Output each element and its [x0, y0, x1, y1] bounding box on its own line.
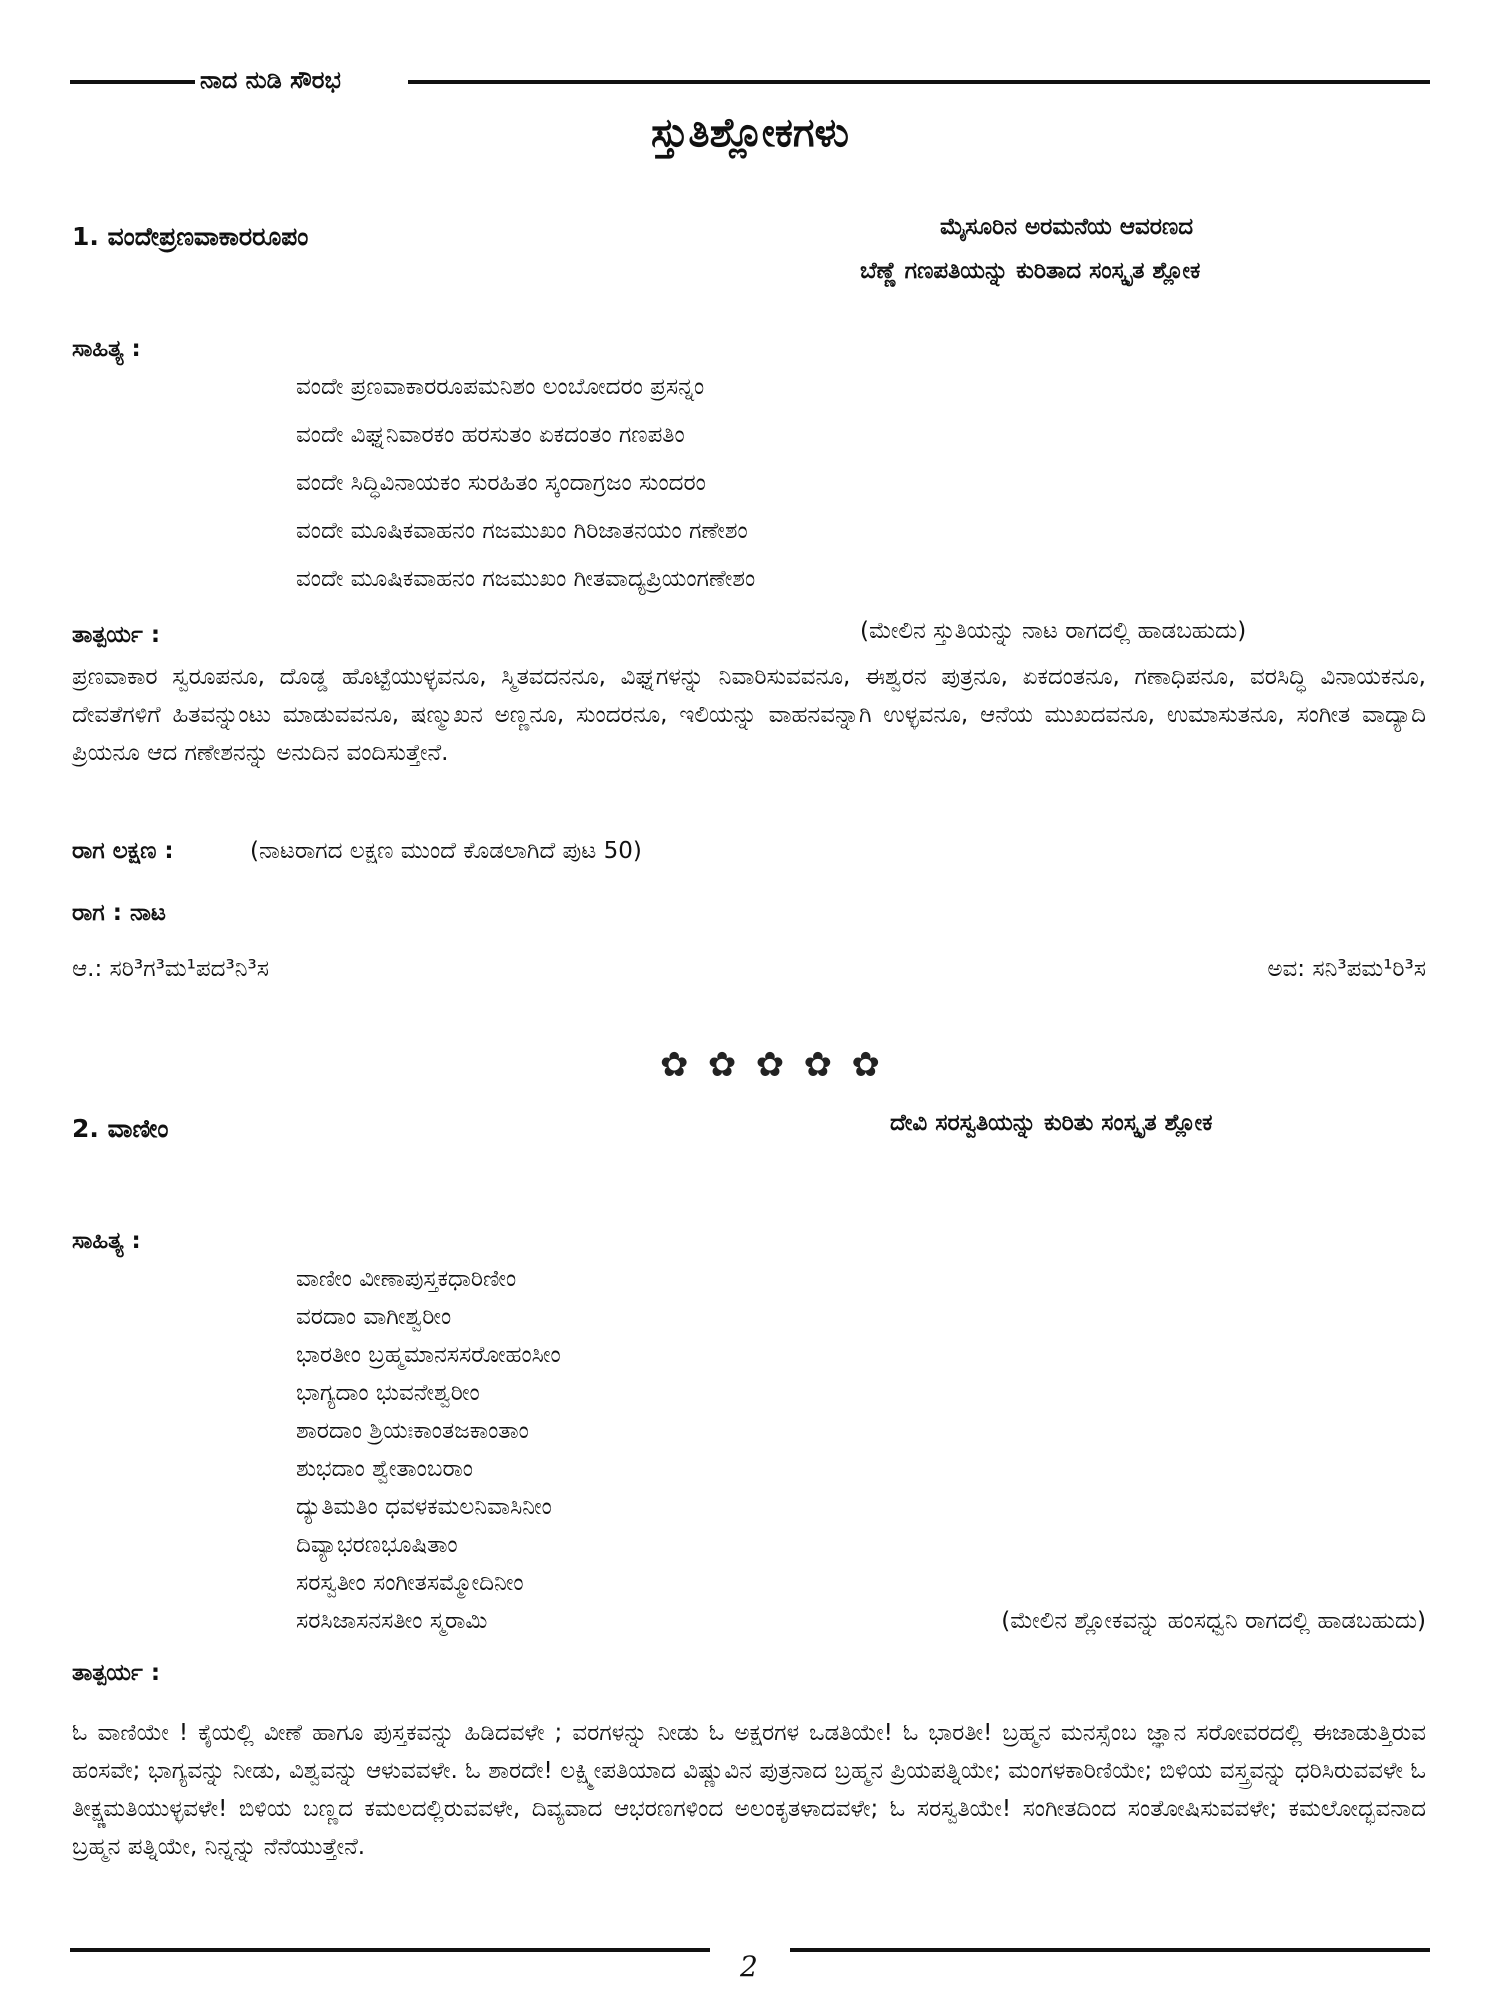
section2-subtitle: ದೇವಿ ಸರಸ್ವತಿಯನ್ನು ಕುರಿತು ಸಂಸ್ಕೃತ ಶ್ಲೋಕ [890, 1110, 1213, 1136]
flower-separator [660, 1045, 880, 1085]
section1-raga-note: (ಮೇಲಿನ ಸ್ತುತಿಯನ್ನು ನಾಟ ರಾಗದಲ್ಲಿ ಹಾಡಬಹುದು) [860, 618, 1247, 644]
section2-raga-note: (ಮೇಲಿನ ಶ್ಲೋಕವನ್ನು ಹಂಸಧ್ವನಿ ರಾಗದಲ್ಲಿ ಹಾಡಬಹುದು) [1001, 1608, 1426, 1634]
section2-verse: ಶಾರದಾಂ ಶ್ರಿಯಃಕಾಂತಜಕಾಂತಾಂ [296, 1418, 529, 1444]
section2-meaning: ಓ ವಾಣಿಯೇ ! ಕೈಯಲ್ಲಿ ವೀಣೆ ಹಾಗೂ ಪುಸ್ತಕವನ್ನು ಹಿಡಿದವಳೇ ; ವರಗಳನ್ನು ನೀಡು ಓ ಅಕ್ಷರಗಳ ಒಡತಿಯೇ! ಓ ಭಾರತೀ! ಬ್ರಹ್ಮನ ಮನಸ್ಸೆಂಬ ಜ್ಞಾನ ಸರೋವರದಲ್ಲಿ ಈಜಾಡುತ್ತಿರುವ ಹಂಸವೇ; ಭಾಗ್ಯವನ್ನು ನೀಡು, ವಿಶ್ವವನ್ನು ಆಳುವವಳೇ. ಓ ಶಾರದೇ! ಲಕ್ಷ್ಮೀಪತಿಯಾದ ವಿಷ್ಣುವಿನ ಪುತ್ರನಾದ ಬ್ರಹ್ಮನ ಪ್ರಿಯಪತ್ನಿಯೇ; ಮಂಗಳಕಾರಿಣಿಯೇ; ಬಿಳಿಯ ವಸ್ತ್ರವನ್ನು ಧರಿಸಿರುವವಳೇ ಓ ತೀಕ್ಷ್ಣಮತಿಯುಳ್ಳವಳೇ! ಬಿಳಿಯ ಬಣ್ಣದ ಕಮಲದಲ್ಲಿರುವವಳೇ, ದಿವ್ಯವಾದ ಆಭರಣಗಳಿಂದ ಅಲಂಕೃತಳಾದವಳೇ; ಓ ಸರಸ್ವತಿಯೇ! ಸಂಗೀತದಿಂದ ಸಂತೋಷಿಸುವವಳೇ; ಕಮಲೋದ್ಭವನಾದ ಬ್ರಹ್ಮನ ಪತ್ನಿಯೇ, ನಿನ್ನನ್ನು ನೆನೆಯುತ್ತೇನೆ. [72, 1720, 1426, 1860]
flower-icon: ✿ [803, 1045, 833, 1085]
flower-icon: ✿ [660, 1045, 689, 1085]
section2-verse: ಭಾರತೀಂ ಬ್ರಹ್ಮಮಾನಸಸರೋಹಂಸೀಂ [296, 1342, 561, 1368]
page-title: ಸ್ತುತಿಶ್ಲೋಕಗಳು [651, 110, 849, 156]
section1-sahitya-label: ಸಾಹಿತ್ಯ : [72, 336, 141, 362]
flower-icon: ✿ [851, 1045, 880, 1085]
section1-verse: ವಂದೇ ವಿಘ್ನನಿವಾರಕಂ ಹರಸುತಂ ಏಕದಂತಂ ಗಣಪತಿಂ [296, 422, 685, 448]
running-header: ನಾದ ನುಡಿ ಸೌರಭ [200, 66, 341, 94]
section1-verse: ವಂದೇ ಸಿದ್ಧಿವಿನಾಯಕಂ ಸುರಹಿತಂ ಸ್ಕಂದಾಗ್ರಜಂ ಸುಂದರಂ [296, 470, 706, 496]
section1-subtitle-line1: ಮೈಸೂರಿನ ಅರಮನೆಯ ಆವರಣದ [940, 214, 1194, 240]
raga-lakshana-text: (ನಾಟರಾಗದ ಲಕ್ಷಣ ಮುಂದೆ ಕೊಡಲಾಗಿದೆ ಪುಟ 50) [250, 838, 642, 864]
footer-rule-right [790, 1948, 1430, 1952]
section2-sahitya-label: ಸಾಹಿತ್ಯ : [72, 1228, 141, 1254]
section2-tatparya-label: ತಾತ್ಪರ್ಯ : [72, 1660, 161, 1686]
section1-subtitle-line2: ಬೆಣ್ಣೆ ಗಣಪತಿಯನ್ನು ಕುರಿತಾದ ಸಂಸ್ಕೃತ ಶ್ಲೋಕ [860, 258, 1201, 284]
flower-icon: ✿ [755, 1045, 785, 1085]
section2-verse: ವರದಾಂ ವಾಗೀಶ್ವರೀಂ [296, 1304, 452, 1330]
section2-verse: ಸರಸಿಜಾಸನಸತೀಂ ಸ್ಮರಾಮಿ [296, 1608, 488, 1634]
page-number: 2 [740, 1950, 758, 1983]
section2-verse: ಶುಭದಾಂ ಶ್ವೇತಾಂಬರಾಂ [296, 1456, 473, 1482]
section2-verse: ವಾಣೀಂ ವೀಣಾಪುಸ್ತಕಧಾರಿಣೀಂ [296, 1266, 517, 1292]
section1-heading: 1. ವಂದೇಪ್ರಣವಾಕಾರರೂಪಂ [72, 222, 309, 251]
section1-meaning: ಪ್ರಣವಾಕಾರ ಸ್ವರೂಪನೂ, ದೊಡ್ಡ ಹೊಟ್ಟೆಯುಳ್ಳವನೂ, ಸ್ಮಿತವದನನೂ, ವಿಘ್ನಗಳನ್ನು ನಿವಾರಿಸುವವನೂ, ಈಶ್ವರನ ಪುತ್ರನೂ, ಏಕದಂತನೂ, ಗಣಾಧಿಪನೂ, ವರಸಿದ್ಧಿ ವಿನಾಯಕನೂ, ದೇವತೆಗಳಿಗೆ ಹಿತವನ್ನುಂಟು ಮಾಡುವವನೂ, ಷಣ್ಮುಖನ ಅಣ್ಣನೂ, ಸುಂದರನೂ, ಇಲಿಯನ್ನು ವಾಹನವನ್ನಾಗಿ ಉಳ್ಳವನೂ, ಆನೆಯ ಮುಖದವನೂ, ಉಮಾಸುತನೂ, ಸಂಗೀತ ವಾದ್ಯಾದಿ ಪ್ರಿಯನೂ ಆದ ಗಣೇಶನನ್ನು ಅನುದಿನ ವಂದಿಸುತ್ತೇನೆ. [72, 664, 1426, 766]
raga-lakshana-label: ರಾಗ ಲಕ್ಷಣ : [72, 838, 174, 864]
raga-name: ರಾಗ : ನಾಟ [72, 900, 166, 926]
flower-icon: ✿ [707, 1045, 737, 1085]
section1-tatparya-label: ತಾತ್ಪರ್ಯ : [72, 622, 161, 648]
section2-verse: ದಿವ್ಯಾಭರಣಭೂಷಿತಾಂ [296, 1532, 458, 1558]
section2-verse: ಸರಸ್ವತೀಂ ಸಂಗೀತಸಮ್ಮೋದಿನೀಂ [296, 1570, 524, 1596]
section1-verse: ವಂದೇ ಪ್ರಣವಾಕಾರರೂಪಮನಿಶಂ ಲಂಬೋದರಂ ಪ್ರಸನ್ನಂ [296, 374, 705, 400]
arohana: ಆ.: ಸರಿ³ಗ³ಮ¹ಪದ³ನಿ³ಸ [72, 956, 269, 982]
avarohana: ಅವ: ಸನಿ³ಪಮ¹ರಿ³ಸ [1267, 956, 1426, 982]
header-rule-right [408, 80, 1430, 84]
footer-rule-left [70, 1948, 710, 1952]
header-rule-left [70, 80, 195, 84]
section2-verse: ಭಾಗ್ಯದಾಂ ಭುವನೇಶ್ವರೀಂ [296, 1380, 480, 1406]
section2-verse: ದ್ಯುತಿಮತಿಂ ಧವಳಕಮಲನಿವಾಸಿನೀಂ [296, 1494, 552, 1520]
section1-verse: ವಂದೇ ಮೂಷಿಕವಾಹನಂ ಗಜಮುಖಂ ಗಿರಿಜಾತನಯಂ ಗಣೇಶಂ [296, 518, 748, 544]
section1-verse: ವಂದೇ ಮೂಷಿಕವಾಹನಂ ಗಜಮುಖಂ ಗೀತವಾದ್ಯಪ್ರಿಯಂಗಣೇಶಂ [296, 566, 756, 592]
section2-heading: 2. ವಾಣೀಂ [72, 1114, 169, 1143]
